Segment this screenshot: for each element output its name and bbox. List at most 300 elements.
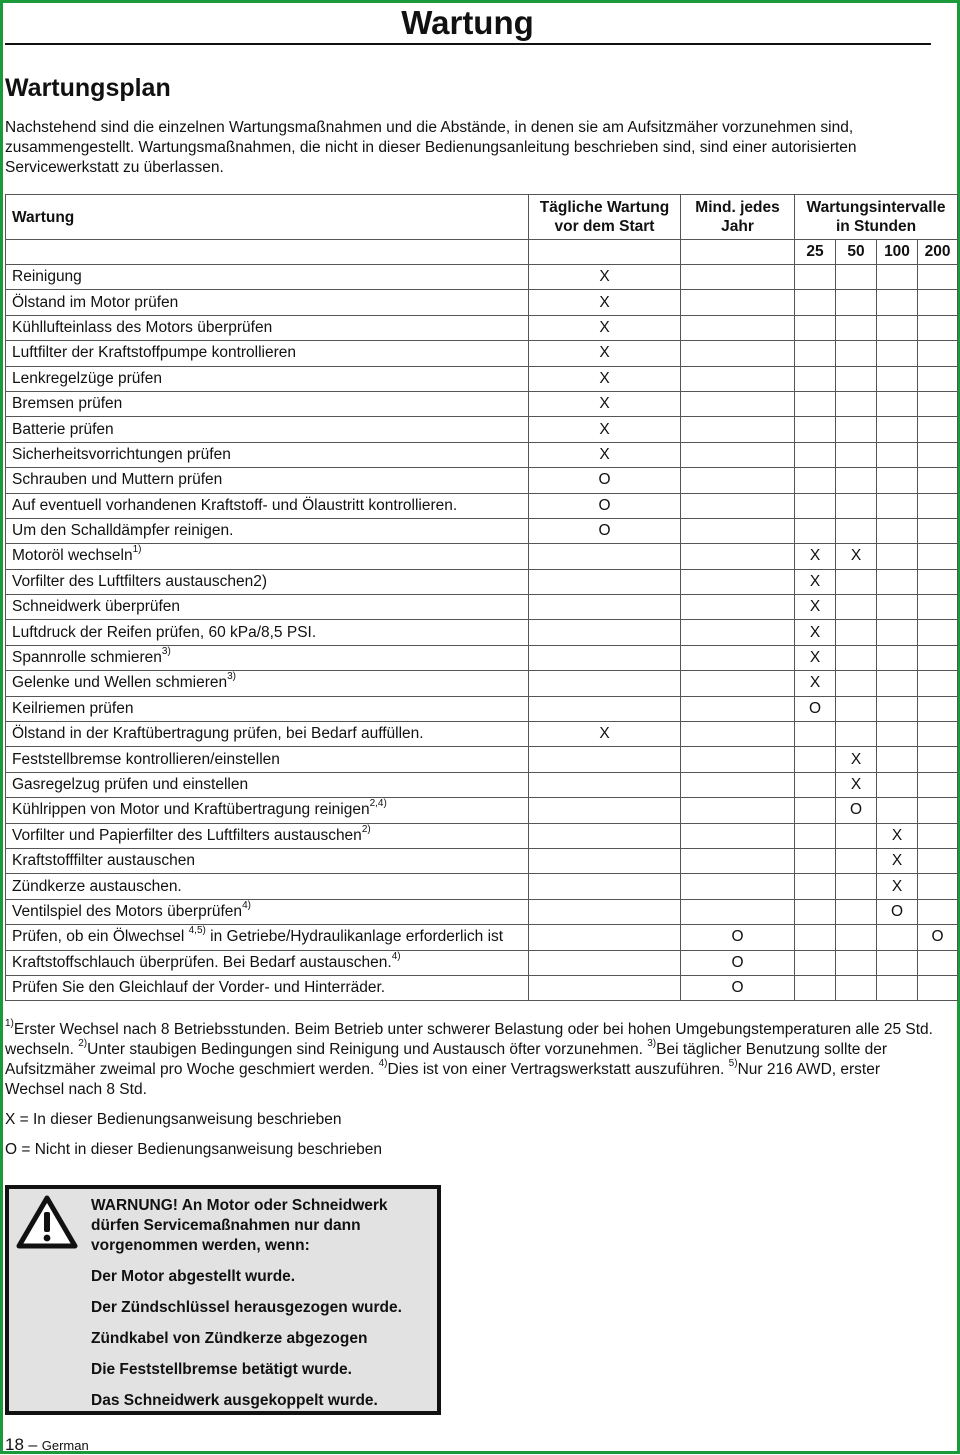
mark-h25 [795, 265, 836, 290]
task-footnote-ref: 3) [161, 645, 171, 657]
task-cell [6, 290, 529, 315]
task-cell [6, 620, 529, 645]
mark-h25 [795, 391, 836, 416]
mark-h100 [877, 544, 918, 569]
mark-h50 [836, 366, 877, 391]
mark-h200 [918, 848, 958, 873]
legend-x: X = In dieser Bedienungsanweisung beschrieben [5, 1111, 342, 1128]
task-cell [6, 468, 529, 493]
table-row [6, 468, 958, 493]
mark-h50 [836, 645, 877, 670]
table-row [6, 366, 958, 391]
mark-h200 [918, 417, 958, 442]
mark-h50 [836, 848, 877, 873]
mark-h50 [836, 391, 877, 416]
footnote-text: Erster Wechsel nach 8 Betriebsstunden. Beim Betrieb unter schwerer Belastung oder bei hohen Umgebungstemperaturen alle 25 Std. wechseln. [5, 1021, 933, 1058]
task-label: Keilriemen prüfen [12, 699, 134, 717]
mark-h50 [836, 925, 877, 950]
maintenance-table [5, 194, 958, 1001]
mark-h25 [795, 518, 836, 543]
task-cell [6, 823, 529, 848]
task-cell [6, 569, 529, 594]
mark-yearly [681, 620, 795, 645]
mark-daily: O [529, 468, 681, 493]
task-cell [6, 950, 529, 975]
mark-h50 [836, 341, 877, 366]
mark-h100: X [877, 874, 918, 899]
mark-h100 [877, 798, 918, 823]
task-cell [6, 925, 529, 950]
task-label: Kühlrippen von Motor und Kraftübertragung reinigen [12, 801, 370, 819]
mark-h200 [918, 899, 958, 924]
mark-h50 [836, 975, 877, 1000]
mark-h100: X [877, 848, 918, 873]
footer-language: German [41, 1438, 89, 1453]
mark-h200 [918, 620, 958, 645]
footnote-text: Dies ist von einer Vertragswerkstatt auszuführen. [387, 1061, 729, 1078]
footnote-text: Bei täglicher Benutzung sollte der Aufsitzmäher zweimal pro Woche geschmiert werden. [5, 1041, 888, 1078]
table-header-row [6, 195, 958, 240]
table-row [6, 290, 958, 315]
mark-h100 [877, 975, 918, 1000]
table-subheader-row [6, 240, 958, 265]
task-cell [6, 493, 529, 518]
mark-yearly [681, 874, 795, 899]
title-rule [5, 43, 931, 45]
header-intervals: Wartungsintervalle in Stunden [795, 195, 958, 240]
mark-h25 [795, 874, 836, 899]
mark-h25 [795, 315, 836, 340]
mark-daily [529, 620, 681, 645]
task-cell [6, 518, 529, 543]
warning-condition: Der Zündschlüssel herausgezogen wurde. [91, 1299, 402, 1316]
task-label: Reinigung [12, 268, 82, 286]
mark-yearly: O [681, 950, 795, 975]
mark-yearly [681, 772, 795, 797]
mark-h200 [918, 595, 958, 620]
mark-h100 [877, 645, 918, 670]
table-row [6, 265, 958, 290]
task-cell [6, 848, 529, 873]
mark-h200 [918, 315, 958, 340]
mark-h25: X [795, 569, 836, 594]
task-footnote-ref: 2,4) [369, 798, 387, 810]
table-row [6, 671, 958, 696]
task-label: Kraftstofffilter austauschen [12, 852, 195, 870]
mark-yearly [681, 696, 795, 721]
mark-h100 [877, 595, 918, 620]
mark-h100 [877, 468, 918, 493]
mark-h100 [877, 417, 918, 442]
task-label: Ölstand in der Kraftübertragung prüfen, bei Bedarf auffüllen. [12, 725, 424, 743]
mark-h50 [836, 595, 877, 620]
footnote-mark: 4) [378, 1057, 388, 1069]
mark-h50 [836, 899, 877, 924]
mark-h50 [836, 823, 877, 848]
mark-daily: X [529, 417, 681, 442]
mark-h25 [795, 772, 836, 797]
page-number: 18 [5, 1435, 24, 1454]
mark-daily [529, 595, 681, 620]
mark-h200 [918, 442, 958, 467]
mark-h200 [918, 823, 958, 848]
mark-h100 [877, 391, 918, 416]
table-row [6, 696, 958, 721]
mark-yearly [681, 442, 795, 467]
table-row [6, 645, 958, 670]
mark-yearly [681, 518, 795, 543]
mark-daily [529, 544, 681, 569]
table-row [6, 493, 958, 518]
task-label: Bremsen prüfen [12, 395, 123, 413]
mark-daily [529, 569, 681, 594]
interval-col-50: 50 [836, 240, 877, 265]
task-label: Ölstand im Motor prüfen [12, 293, 179, 311]
mark-yearly [681, 315, 795, 340]
mark-h25 [795, 899, 836, 924]
intro-paragraph: Nachstehend sind die einzelnen Wartungsmaßnahmen und die Abstände, in denen sie am Aufsitzmäher vorzunehmen sind, zusammengestellt. Wartungsmaßnahmen, die nicht in dieser Bedienungsanleitung beschrieben sind, sind einer autorisierten Servicewerkstatt zu überlassen. [5, 119, 857, 176]
table-row [6, 569, 958, 594]
mark-h25 [795, 442, 836, 467]
warning-box [5, 1185, 441, 1415]
mark-h25 [795, 925, 836, 950]
mark-h100 [877, 950, 918, 975]
mark-h25 [795, 468, 836, 493]
mark-yearly [681, 747, 795, 772]
task-label: Motoröl wechseln [12, 547, 133, 565]
mark-h200 [918, 772, 958, 797]
task-label: Batterie prüfen [12, 420, 114, 438]
mark-daily: X [529, 341, 681, 366]
subheader-empty [681, 240, 795, 265]
footnote-text: Unter staubigen Bedingungen sind Reinigung und Austausch öfter vorzunehmen. [87, 1041, 648, 1058]
task-label: Gelenke und Wellen schmieren [12, 674, 228, 692]
mark-h100 [877, 671, 918, 696]
mark-h100 [877, 518, 918, 543]
mark-h25 [795, 722, 836, 747]
mark-h100 [877, 315, 918, 340]
task-label-continued: in Getriebe/Hydraulikanlage erforderlich ist [205, 928, 504, 946]
footnote-text: Nur 216 AWD, erster Wechsel nach 8 Std. [5, 1061, 880, 1098]
mark-h25 [795, 975, 836, 1000]
mark-h25: X [795, 595, 836, 620]
mark-h50: O [836, 798, 877, 823]
task-cell [6, 315, 529, 340]
warning-condition: Das Schneidwerk ausgekoppelt wurde. [91, 1392, 378, 1409]
warning-condition: Der Motor abgestellt wurde. [91, 1268, 296, 1285]
mark-h25 [795, 798, 836, 823]
task-label: Kühllufteinlass des Motors überprüfen [12, 318, 273, 336]
task-cell [6, 417, 529, 442]
header-yearly: Mind. jedes Jahr [681, 195, 795, 240]
mark-h200 [918, 366, 958, 391]
mark-daily: X [529, 391, 681, 416]
mark-daily [529, 696, 681, 721]
mark-daily: X [529, 442, 681, 467]
task-cell [6, 874, 529, 899]
table-row [6, 620, 958, 645]
mark-h25 [795, 417, 836, 442]
mark-h50 [836, 722, 877, 747]
mark-yearly [681, 645, 795, 670]
mark-yearly [681, 366, 795, 391]
table-row [6, 442, 958, 467]
table-row [6, 544, 958, 569]
subheader-empty [6, 240, 529, 265]
mark-yearly [681, 341, 795, 366]
mark-h50 [836, 620, 877, 645]
mark-h25 [795, 747, 836, 772]
warning-condition: Zündkabel von Zündkerze abgezogen [91, 1330, 368, 1347]
mark-daily: X [529, 290, 681, 315]
mark-h50: X [836, 544, 877, 569]
mark-yearly: O [681, 925, 795, 950]
mark-h50 [836, 696, 877, 721]
warning-triangle-icon [16, 1195, 78, 1249]
task-label: Spannrolle schmieren [12, 649, 162, 667]
table-row [6, 798, 958, 823]
mark-h100 [877, 569, 918, 594]
page-title: Wartung [401, 4, 534, 41]
task-label: Prüfen Sie den Gleichlauf der Vorder- und Hinterräder. [12, 979, 386, 997]
table-row [6, 874, 958, 899]
mark-h100 [877, 696, 918, 721]
mark-daily [529, 645, 681, 670]
mark-yearly [681, 391, 795, 416]
mark-h50 [836, 569, 877, 594]
task-footnote-ref: 2) [361, 823, 371, 835]
task-cell [6, 265, 529, 290]
mark-daily [529, 950, 681, 975]
mark-h100: X [877, 823, 918, 848]
table-row [6, 823, 958, 848]
mark-yearly [681, 848, 795, 873]
table-row [6, 722, 958, 747]
mark-h100 [877, 772, 918, 797]
mark-h200 [918, 747, 958, 772]
mark-h200 [918, 645, 958, 670]
task-footnote-ref: 1) [132, 544, 142, 556]
mark-h200 [918, 265, 958, 290]
task-label: Luftfilter der Kraftstoffpumpe kontrollieren [12, 344, 297, 362]
mark-h25 [795, 848, 836, 873]
task-label: Kraftstoffschlauch überprüfen. Bei Bedarf austauschen. [12, 953, 392, 971]
mark-h25 [795, 366, 836, 391]
mark-daily [529, 874, 681, 899]
task-cell [6, 341, 529, 366]
mark-h25: X [795, 671, 836, 696]
mark-h200: O [918, 925, 958, 950]
task-cell [6, 899, 529, 924]
task-label: Prüfen, ob ein Ölwechsel [12, 928, 189, 946]
mark-h100 [877, 341, 918, 366]
page-footer [5, 1436, 89, 1455]
task-cell [6, 595, 529, 620]
task-cell [6, 442, 529, 467]
section-title: Wartungsplan [5, 74, 171, 102]
task-cell [6, 671, 529, 696]
mark-yearly [681, 798, 795, 823]
footnote-mark: 1) [5, 1017, 14, 1029]
task-footnote-ref: 4,5) [188, 925, 206, 937]
task-cell [6, 544, 529, 569]
mark-h50 [836, 950, 877, 975]
mark-daily [529, 798, 681, 823]
task-cell [6, 391, 529, 416]
task-label: Ventilspiel des Motors überprüfen [12, 902, 243, 920]
task-cell [6, 722, 529, 747]
footnote-mark: 2) [78, 1037, 88, 1049]
task-label: Zündkerze austauschen. [12, 877, 182, 895]
task-cell [6, 747, 529, 772]
warning-condition: Die Feststellbremse betätigt wurde. [91, 1361, 352, 1378]
mark-yearly [681, 544, 795, 569]
mark-daily: O [529, 518, 681, 543]
mark-yearly [681, 722, 795, 747]
mark-h100: O [877, 899, 918, 924]
mark-h25 [795, 823, 836, 848]
mark-yearly [681, 290, 795, 315]
mark-h100 [877, 620, 918, 645]
mark-h100 [877, 747, 918, 772]
header-task: Wartung [6, 195, 529, 240]
mark-yearly: O [681, 975, 795, 1000]
task-label: Schneidwerk überprüfen [12, 598, 181, 616]
mark-daily: X [529, 722, 681, 747]
mark-h200 [918, 798, 958, 823]
table-row [6, 518, 958, 543]
mark-daily: X [529, 315, 681, 340]
mark-h200 [918, 341, 958, 366]
mark-h50 [836, 265, 877, 290]
mark-h200 [918, 722, 958, 747]
mark-h50 [836, 290, 877, 315]
mark-daily: X [529, 366, 681, 391]
table-row [6, 417, 958, 442]
mark-daily [529, 747, 681, 772]
task-label: Sicherheitsvorrichtungen prüfen [12, 445, 231, 463]
mark-h50 [836, 874, 877, 899]
task-label: Auf eventuell vorhandenen Kraftstoff- und Ölaustritt kontrollieren. [12, 496, 458, 514]
task-label: Feststellbremse kontrollieren/einstellen [12, 750, 280, 768]
table-row [6, 747, 958, 772]
mark-h25 [795, 341, 836, 366]
mark-daily [529, 975, 681, 1000]
mark-daily [529, 772, 681, 797]
mark-h50 [836, 671, 877, 696]
mark-h100 [877, 265, 918, 290]
mark-h25: O [795, 696, 836, 721]
mark-h50 [836, 417, 877, 442]
mark-h50 [836, 442, 877, 467]
mark-yearly [681, 899, 795, 924]
mark-h25 [795, 493, 836, 518]
mark-h100 [877, 722, 918, 747]
footnote-mark: 5) [728, 1057, 738, 1069]
task-label: Luftdruck der Reifen prüfen, 60 kPa/8,5 PSI. [12, 623, 317, 641]
mark-h200 [918, 468, 958, 493]
task-cell [6, 772, 529, 797]
mark-daily [529, 848, 681, 873]
warning-text [91, 1196, 436, 1422]
warning-heading: WARNUNG! An Motor oder Schneidwerk dürfen Servicemaßnahmen nur dann vorgenommen werden, wenn: [91, 1197, 388, 1254]
mark-yearly [681, 493, 795, 518]
table-body [6, 265, 958, 1001]
mark-yearly [681, 823, 795, 848]
task-label: Vorfilter des Luftfilters austauschen2) [12, 572, 268, 590]
mark-daily [529, 671, 681, 696]
mark-daily [529, 925, 681, 950]
mark-h50 [836, 468, 877, 493]
task-cell [6, 798, 529, 823]
mark-h100 [877, 493, 918, 518]
task-label: Um den Schalldämpfer reinigen. [12, 522, 234, 540]
task-label: Gasregelzug prüfen und einstellen [12, 776, 249, 793]
mark-yearly [681, 595, 795, 620]
mark-h25: X [795, 645, 836, 670]
task-label: Schrauben und Muttern prüfen [12, 471, 223, 489]
interval-col-25: 25 [795, 240, 836, 265]
mark-yearly [681, 569, 795, 594]
mark-daily: O [529, 493, 681, 518]
mark-h200 [918, 391, 958, 416]
mark-h200 [918, 493, 958, 518]
mark-h200 [918, 290, 958, 315]
footnote-mark: 3) [647, 1037, 657, 1049]
subheader-empty [529, 240, 681, 265]
mark-h200 [918, 950, 958, 975]
mark-yearly [681, 417, 795, 442]
mark-h200 [918, 696, 958, 721]
mark-h200 [918, 544, 958, 569]
task-cell [6, 366, 529, 391]
task-footnote-ref: 4) [242, 899, 251, 911]
task-footnote-ref: 3) [227, 671, 237, 683]
table-row [6, 899, 958, 924]
mark-yearly [681, 468, 795, 493]
footnotes [5, 1017, 940, 1100]
legend-o: O = Nicht in dieser Bedienungsanweisung beschrieben [5, 1141, 382, 1158]
mark-h200 [918, 569, 958, 594]
task-cell [6, 645, 529, 670]
task-footnote-ref: 4) [391, 950, 401, 962]
interval-col-200: 200 [918, 240, 958, 265]
mark-daily [529, 899, 681, 924]
mark-h100 [877, 366, 918, 391]
task-label: Vorfilter und Papierfilter des Luftfilters austauschen [12, 826, 362, 844]
table-row [6, 975, 958, 1000]
header-daily: Tägliche Wartung vor dem Start [529, 195, 681, 240]
mark-h50: X [836, 772, 877, 797]
mark-h200 [918, 975, 958, 1000]
mark-h50 [836, 518, 877, 543]
mark-h25 [795, 950, 836, 975]
task-label: Lenkregelzüge prüfen [12, 369, 162, 387]
mark-h50 [836, 493, 877, 518]
table-row [6, 848, 958, 873]
table-row [6, 391, 958, 416]
mark-h100 [877, 442, 918, 467]
mark-yearly [681, 265, 795, 290]
table-row [6, 925, 958, 950]
mark-h200 [918, 518, 958, 543]
table-row [6, 772, 958, 797]
task-cell [6, 696, 529, 721]
interval-col-100: 100 [877, 240, 918, 265]
mark-daily: X [529, 265, 681, 290]
task-cell [6, 975, 529, 1000]
mark-h100 [877, 290, 918, 315]
